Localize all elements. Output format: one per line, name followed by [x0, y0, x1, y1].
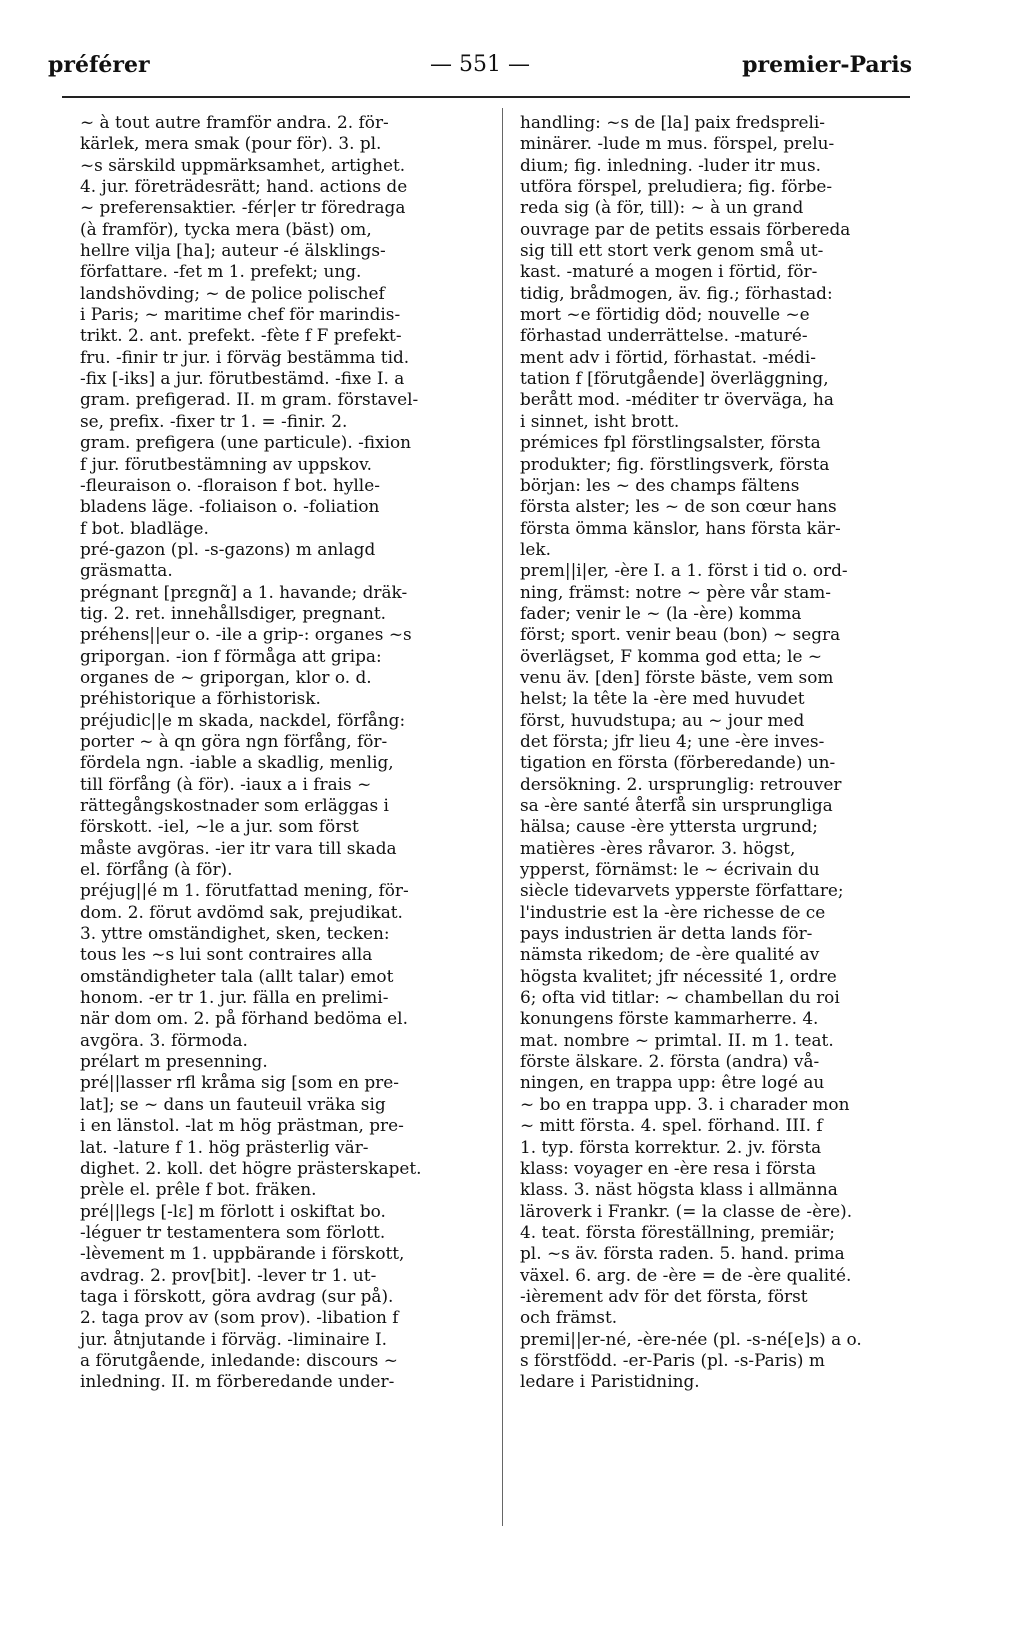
entry-line: avgöra. 3. förmoda. [80, 1029, 248, 1050]
entry-line: dom. 2. förut avdömd sak, prejudikat. [80, 901, 403, 922]
entry-line: venu äv. [den] förste bäste, vem som [520, 666, 834, 687]
left-column [80, 112, 484, 1393]
entry-line: ypperst, förnämst: le ~ écrivain du [520, 859, 820, 880]
entry-line: -fleuraison o. -floraison f bot. hylle- [80, 474, 380, 495]
entry-line: växel. 6. arg. de -ère = de -ère qualité. [520, 1264, 852, 1285]
entry-line: mort ~e förtidig död; nouvelle ~e [520, 304, 810, 325]
entry-line: överlägset, F komma god etta; le ~ [520, 645, 823, 666]
entry-line: rättegångskostnader som erläggas i [80, 795, 389, 815]
entry-line: först; sport. venir beau (bon) ~ segra [520, 624, 841, 645]
page-number: — 551 — [430, 52, 530, 77]
entry-line: el. förfång (à för). [80, 859, 233, 880]
entry-line: prégnant [prɛgnɑ̃] a 1. havande; dräk- [80, 581, 408, 602]
entry-line: -lèvement m 1. uppbärande i förskott, [80, 1243, 405, 1264]
entry-line: 2. taga prov av (som prov). -libation f [80, 1307, 399, 1328]
entry-line: tation f [förutgående] överläggning, [520, 368, 829, 389]
entry-line: -fix [-iks] a jur. förutbestämd. -fixe I. a [80, 368, 405, 389]
column-divider [502, 108, 503, 1526]
entry-line: prémices fpl förstlingsalster, första [520, 432, 821, 453]
entry-line: pré||legs [-lɛ] m förlott i oskiftat bo. [80, 1200, 386, 1221]
entry-line: 3. yttre omständighet, sken, tecken: [80, 923, 390, 944]
entry-line: lek. [520, 538, 552, 559]
entry-line: först, huvudstupa; au ~ jour med [520, 709, 805, 730]
entry-line: författare. -fet m 1. prefekt; ung. [80, 261, 362, 282]
dictionary-entry [80, 539, 484, 582]
entry-line: landshövding; ~ de police polischef [80, 282, 385, 303]
entry-line: 6; ofta vid titlar: ~ chambellan du roi [520, 987, 840, 1008]
entry-line: préjug||é m 1. förutfattad mening, för- [80, 880, 409, 901]
entry-line: matières -ères råvaror. 3. högst, [520, 837, 796, 858]
entry-line: tigation en första (förberedande) un- [520, 752, 836, 773]
entry-line: a förutgående, inledande: discours ~ [80, 1349, 398, 1370]
entry-line: pays industrien är detta lands för- [520, 923, 813, 944]
entry-line: ~ mitt första. 4. spel. förhand. III. f [520, 1115, 823, 1136]
entry-line: konungens förste kammarherre. 4. [520, 1008, 819, 1029]
entry-line: ningen, en trappa upp: être logé au [520, 1072, 825, 1093]
dictionary-entry [520, 560, 924, 1328]
entry-line: (à framför), tycka mera (bäst) om, [80, 218, 372, 239]
entry-line: préhens||eur o. -ile a grip-: organes ~s [80, 624, 412, 645]
entry-line: ~ bo en trappa upp. 3. i charader mon [520, 1093, 850, 1114]
entry-line: ledare i Paristidning. [520, 1371, 700, 1392]
entry-line: jur. åtnjutande i förväg. -liminaire I. [80, 1328, 388, 1349]
entry-line: f jur. förutbestämning av uppskov. [80, 453, 373, 474]
dictionary-entry [520, 112, 924, 432]
dictionary-entry [80, 1201, 484, 1393]
guide-word-right: premier-Paris [742, 52, 912, 78]
entry-line: taga i förskott, göra avdrag (sur på). [80, 1285, 394, 1306]
entry-line: första ömma känslor, hans första kär- [520, 517, 841, 538]
entry-line: måste avgöras. -ier itr vara till skada [80, 837, 397, 858]
entry-line: siècle tidevarvets ypperste författare; [520, 880, 844, 901]
entry-line: början: les ~ des champs fältens [520, 474, 800, 495]
entry-line: produkter; fig. förstlingsverk, första [520, 453, 830, 474]
entry-line: tig. 2. ret. innehållsdiger, pregnant. [80, 602, 387, 623]
entry-line: 4. teat. första föreställning, premiär; [520, 1221, 835, 1242]
entry-line: hälsa; cause -ère yttersta urgrund; [520, 816, 818, 837]
entry-line: kärlek, mera smak (pour för). 3. pl. [80, 133, 382, 154]
entry-line: l'industrie est la -ère richesse de ce [520, 901, 826, 922]
entry-line: klass: voyager en -ère resa i första [520, 1157, 817, 1178]
entry-line: det första; jfr lieu 4; une -ère inves- [520, 730, 825, 751]
entry-line: läroverk i Frankr. (= la classe de -ère). [520, 1200, 853, 1221]
dictionary-entry [80, 710, 484, 881]
entry-line: 1. typ. första korrektur. 2. jv. första [520, 1136, 822, 1157]
entry-line: minärer. -lude m mus. förspel, prelu- [520, 133, 835, 154]
entry-line: fader; venir le ~ (la -ère) komma [520, 602, 802, 623]
entry-line: dium; fig. inledning. -luder itr mus. [520, 154, 821, 175]
entry-line: 4. jur. företrädesrätt; hand. actions de [80, 176, 408, 197]
entry-line: i sinnet, isht brott. [520, 410, 680, 431]
entry-line: trikt. 2. ant. prefekt. -fète f F prefekt- [80, 325, 402, 346]
guide-word-left: préférer [48, 52, 150, 78]
entry-line: handling: ~s de [la] paix fredspreli- [520, 112, 825, 132]
entry-line: préjudic||e m skada, nackdel, förfång: [80, 709, 406, 730]
entry-line: när dom om. 2. på förhand bedöma el. [80, 1008, 408, 1029]
entry-line: berått mod. -méditer tr överväga, ha [520, 389, 834, 410]
entry-line: pré||lasser rfl kråma sig [som en pre- [80, 1072, 399, 1093]
entry-line: gräsmatta. [80, 560, 173, 581]
entry-line: tous les ~s lui sont contraires alla [80, 944, 373, 965]
entry-line: första alster; les ~ de son cœur hans [520, 496, 837, 517]
entry-line: ~ à tout autre framför andra. 2. för- [80, 112, 389, 132]
entry-line: organes de ~ griporgan, klor o. d. [80, 666, 372, 687]
entry-line: klass. 3. näst högsta klass i allmänna [520, 1179, 838, 1200]
dictionary-entry [80, 624, 484, 688]
dictionary-entry [80, 1072, 484, 1179]
entry-line: och främst. [520, 1307, 618, 1328]
entry-line: prem||i|er, -ère I. a 1. först i tid o. ord- [520, 560, 848, 581]
dictionary-entry [80, 880, 484, 1051]
entry-line: lat]; se ~ dans un fauteuil vräka sig [80, 1093, 386, 1114]
entry-line: mat. nombre ~ primtal. II. m 1. teat. [520, 1029, 834, 1050]
entry-line: dighet. 2. koll. det högre prästerskapet. [80, 1157, 422, 1178]
entry-line: ~ preferensaktier. -fér|er tr föredraga [80, 197, 406, 218]
entry-line: gram. prefigerad. II. m gram. förstavel- [80, 389, 419, 410]
entry-line: -ièrement adv för det första, först [520, 1285, 808, 1306]
entry-line: omständigheter tala (allt talar) emot [80, 965, 394, 986]
entry-line: honom. -er tr 1. jur. fälla en prelimi- [80, 987, 389, 1008]
entry-line: prélart m presenning. [80, 1051, 268, 1072]
entry-line: till förfång (à för). -iaux a i frais ~ [80, 773, 372, 794]
entry-line: dersökning. 2. ursprunglig: retrouver [520, 773, 842, 794]
dictionary-entry [80, 112, 484, 539]
entry-line: préhistorique a förhistorisk. [80, 688, 321, 709]
entry-line: s förstfödd. -er-Paris (pl. -s-Paris) m [520, 1349, 825, 1370]
dictionary-entry [520, 1329, 924, 1393]
entry-line: porter ~ à qn göra ngn förfång, för- [80, 730, 388, 751]
entry-line: ning, främst: notre ~ père vår stam- [520, 581, 831, 602]
dictionary-entry [520, 432, 924, 560]
entry-line: sa -ère santé återfå sin ursprungliga [520, 795, 833, 815]
entry-line: sig till ett stort verk genom små ut- [520, 240, 824, 261]
entry-line: reda sig (à för, till): ~ à un grand [520, 197, 804, 218]
entry-line: utföra förspel, preludiera; fig. förbe- [520, 176, 833, 197]
entry-line: gram. prefigera (une particule). -fixion [80, 432, 412, 453]
entry-line: nämsta rikedom; de -ère qualité av [520, 944, 820, 965]
page-header [48, 52, 912, 86]
entry-line: förste älskare. 2. första (andra) vå- [520, 1051, 820, 1072]
entry-line: förhastad underrättelse. -maturé- [520, 325, 808, 346]
entry-line: griporgan. -ion f förmåga att gripa: [80, 645, 382, 666]
entry-line: fördela ngn. -iable a skadlig, menlig, [80, 752, 394, 773]
entry-line: hellre vilja [ha]; auteur -é älsklings- [80, 240, 386, 261]
entry-line: inledning. II. m förberedande under- [80, 1371, 395, 1392]
entry-line: premi||er-né, -ère-née (pl. -s-né[e]s) a o. [520, 1328, 862, 1349]
entry-line: ment adv i förtid, förhastat. -médi- [520, 346, 816, 367]
entry-line: se, prefix. -fixer tr 1. = -finir. 2. [80, 410, 348, 431]
entry-line: kast. -maturé a mogen i förtid, för- [520, 261, 818, 282]
dictionary-entry [80, 1051, 484, 1072]
entry-line: i en länstol. -lat m hög prästman, pre- [80, 1115, 404, 1136]
entry-line: ouvrage par de petits essais förbereda [520, 218, 851, 239]
entry-line: helst; la tête la -ère med huvudet [520, 688, 805, 709]
entry-line: pl. ~s äv. första raden. 5. hand. prima [520, 1243, 845, 1264]
entry-line: förskott. -iel, ~le a jur. som först [80, 816, 359, 837]
entry-line: -léguer tr testamentera som förlott. [80, 1221, 386, 1242]
entry-line: lat. -lature f 1. hög prästerlig vär- [80, 1136, 369, 1157]
entry-line: fru. -finir tr jur. i förväg bestämma tid. [80, 346, 410, 367]
dictionary-entry [80, 688, 484, 709]
header-rule [62, 96, 910, 98]
right-column [520, 112, 924, 1393]
entry-line: avdrag. 2. prov[bit]. -lever tr 1. ut- [80, 1264, 377, 1285]
entry-line: i Paris; ~ maritime chef för marindis- [80, 304, 401, 325]
entry-line: högsta kvalitet; jfr nécessité 1, ordre [520, 965, 837, 986]
entry-line: pré-gazon (pl. -s-gazons) m anlagd [80, 538, 376, 559]
entry-line: f bot. bladläge. [80, 517, 209, 538]
entry-line: tidig, brådmogen, äv. fig.; förhastad: [520, 282, 833, 303]
entry-line: prèle el. prêle f bot. fräken. [80, 1179, 317, 1200]
entry-line: ~s särskild uppmärksamhet, artighet. [80, 154, 406, 175]
dictionary-entry [80, 1179, 484, 1200]
dictionary-entry [80, 582, 484, 625]
entry-line: bladens läge. -foliaison o. -foliation [80, 496, 380, 517]
